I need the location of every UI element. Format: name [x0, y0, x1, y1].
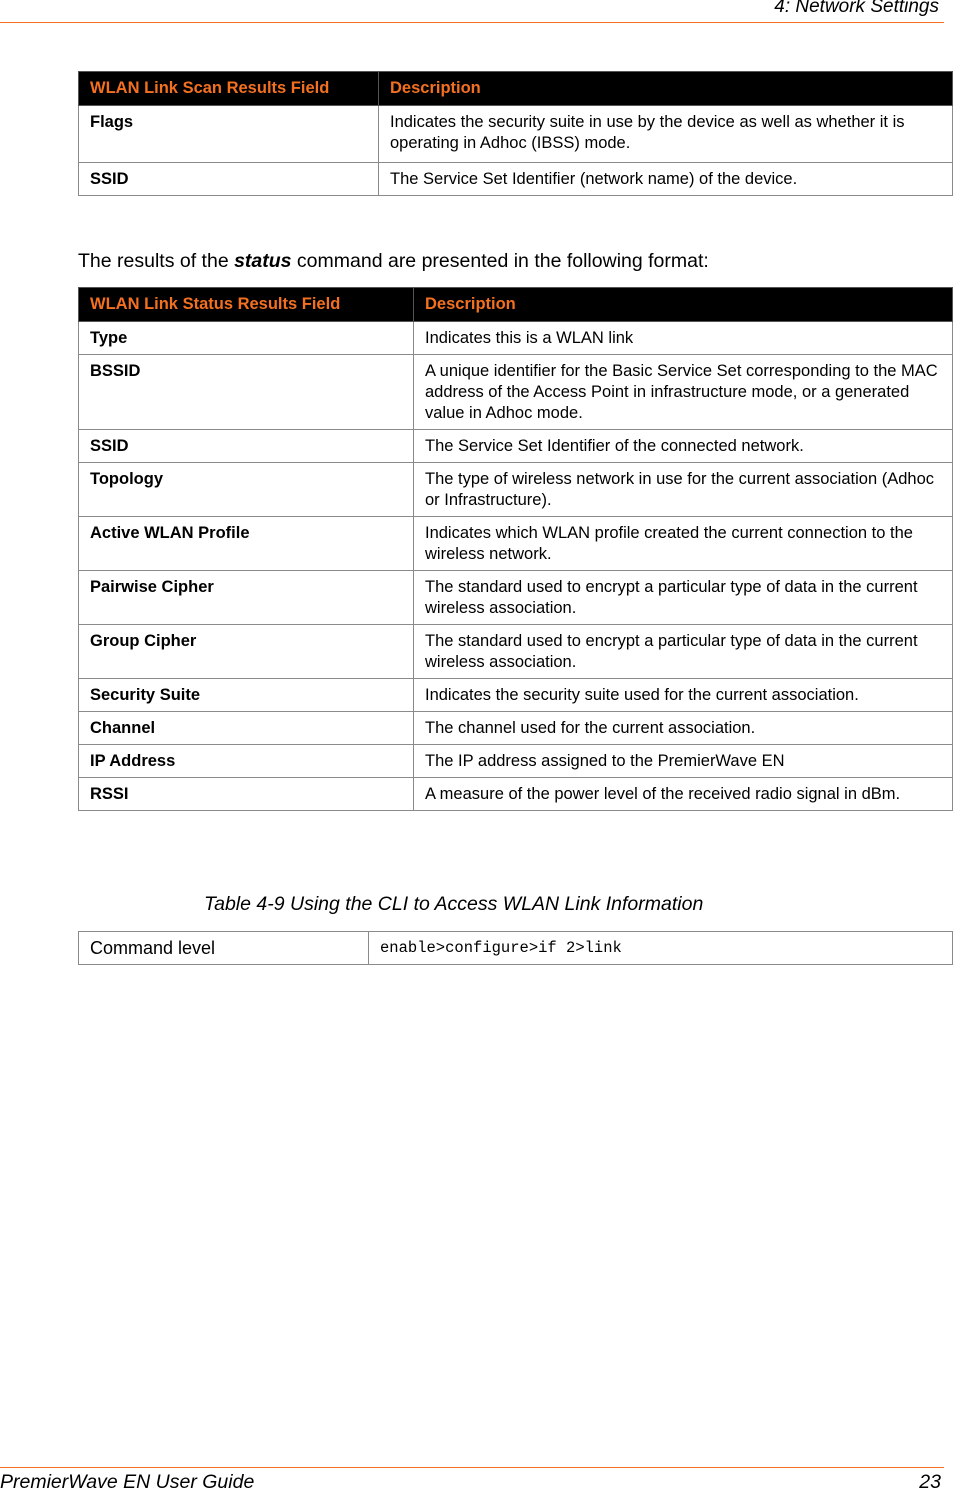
column-header-description: Description [414, 288, 953, 322]
field-description: The channel used for the current association. [414, 712, 953, 745]
field-description: The Service Set Identifier (network name) of the device. [379, 163, 953, 196]
field-description: Indicates the security suite in use by the device as well as whether it is operating in Adhoc (IBSS) mode. [379, 106, 953, 163]
field-description: The IP address assigned to the PremierWave EN [414, 745, 953, 778]
field-name: Type [79, 322, 414, 355]
field-name: SSID [79, 163, 379, 196]
field-description: The Service Set Identifier of the connected network. [414, 430, 953, 463]
table-row [79, 571, 953, 625]
table-row [79, 106, 953, 163]
field-name: Group Cipher [79, 625, 414, 679]
footer-rule [0, 1467, 944, 1468]
intro-text-after: command are presented in the following format: [291, 250, 709, 272]
command-level-table [78, 931, 953, 965]
table-caption: Table 4-9 Using the CLI to Access WLAN Link Information [204, 893, 704, 915]
field-description: Indicates this is a WLAN link [414, 322, 953, 355]
field-name: BSSID [79, 355, 414, 430]
scan-results-table [78, 71, 953, 196]
table-row [79, 163, 953, 196]
field-description: The standard used to encrypt a particular type of data in the current wireless association. [414, 625, 953, 679]
running-header: 4: Network Settings [774, 0, 939, 17]
table-row [79, 712, 953, 745]
table-row [79, 322, 953, 355]
footer-title: PremierWave EN User Guide [0, 1471, 255, 1493]
field-description: The standard used to encrypt a particular type of data in the current wireless association. [414, 571, 953, 625]
command-level-label: Command level [79, 932, 369, 965]
intro-command: status [234, 250, 292, 272]
table-row [79, 745, 953, 778]
page-number: 23 [919, 1471, 941, 1493]
field-name: Flags [79, 106, 379, 163]
column-header-field: WLAN Link Scan Results Field [79, 72, 379, 106]
table-header-row [79, 72, 953, 106]
field-description: Indicates the security suite used for the current association. [414, 679, 953, 712]
table-row [79, 463, 953, 517]
field-name: SSID [79, 430, 414, 463]
table-row [79, 517, 953, 571]
table-row [79, 679, 953, 712]
table-header-row [79, 288, 953, 322]
table-row [79, 430, 953, 463]
status-results-table [78, 287, 953, 811]
field-name: Topology [79, 463, 414, 517]
field-description: A measure of the power level of the received radio signal in dBm. [414, 778, 953, 811]
column-header-description: Description [379, 72, 953, 106]
table-row [79, 355, 953, 430]
field-name: Channel [79, 712, 414, 745]
field-name: Security Suite [79, 679, 414, 712]
field-description: The type of wireless network in use for the current association (Adhoc or Infrastructure). [414, 463, 953, 517]
field-name: IP Address [79, 745, 414, 778]
field-description: Indicates which WLAN profile created the current connection to the wireless network. [414, 517, 953, 571]
table-row [79, 778, 953, 811]
header-rule [0, 22, 944, 23]
command-level-value: enable>configure>if 2>link [369, 932, 953, 965]
field-name: Pairwise Cipher [79, 571, 414, 625]
intro-paragraph [78, 250, 709, 273]
field-name: Active WLAN Profile [79, 517, 414, 571]
field-name: RSSI [79, 778, 414, 811]
intro-text-before: The results of the [78, 250, 235, 272]
table-row [79, 625, 953, 679]
table-row [79, 932, 953, 965]
column-header-field: WLAN Link Status Results Field [79, 288, 414, 322]
field-description: A unique identifier for the Basic Service Set corresponding to the MAC address of the Access Point in infrastructure mode, or a generated value in Adhoc mode. [414, 355, 953, 430]
